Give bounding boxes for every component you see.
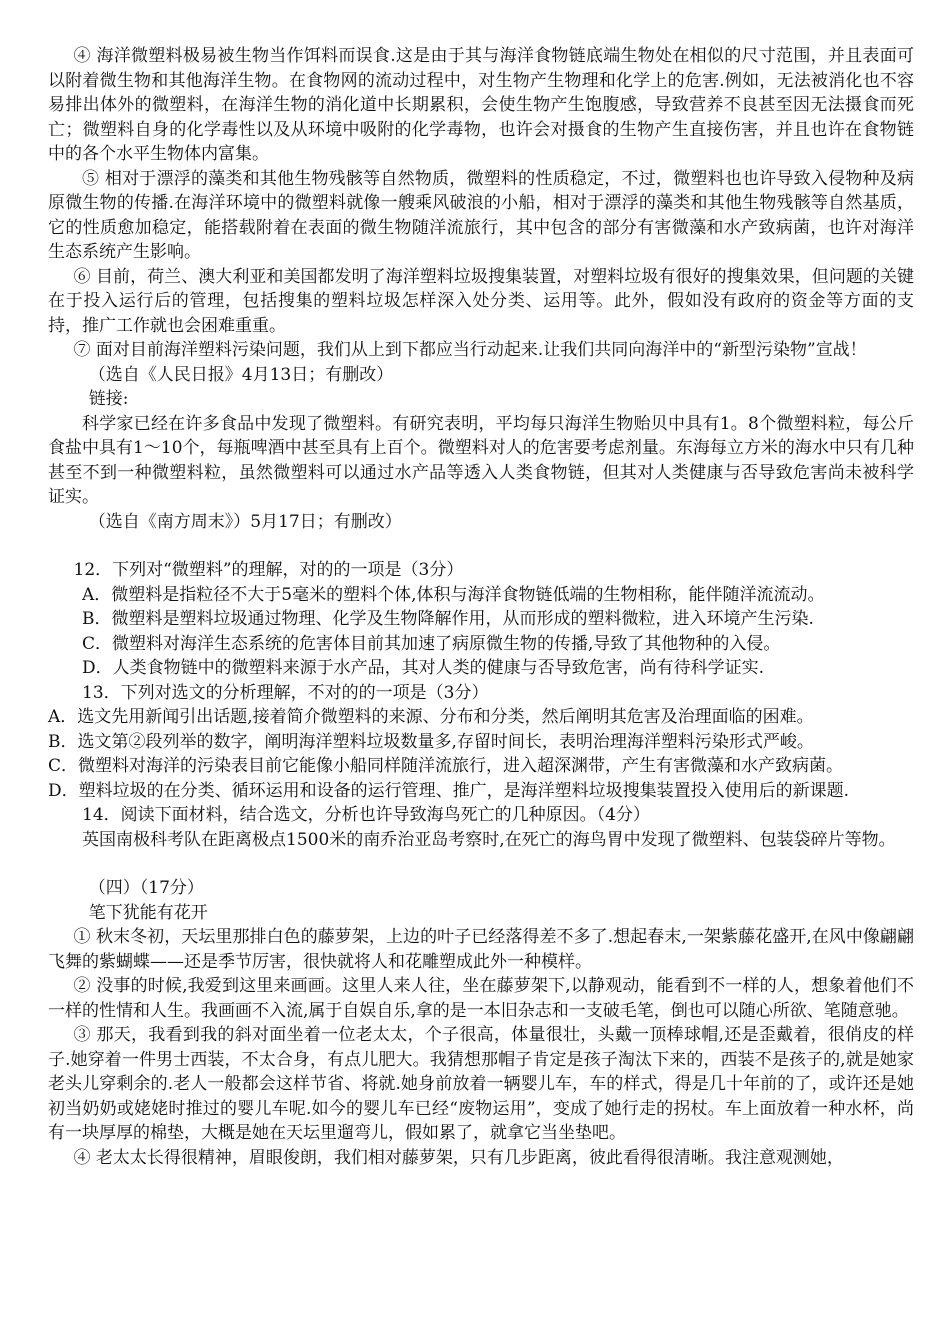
question-13-option-b: B．选文第②段列举的数字，阐明海洋塑料垃圾数量多,存留时间长，表明治理海洋塑料污染形式严峻。 [48, 731, 814, 752]
document-page [48, 44, 914, 1170]
paragraph-5: ⑤ 相对于漂浮的藻类和其他生物残骸等自然物质，微塑料的性质稳定，不过，微塑料也也许导致入侵物种及病原微生物的传播.在海洋环境中的微塑料就像一艘乘风破浪的小船，相对于漂浮的藻类和其他生物残骸等自然基质，它的性质愈加稳定，能搭载附着在表面的微生物随洋流旅行，其中包含的部分有害微藻和水产致病菌，也许对海洋生态系统产生影响。 [48, 168, 914, 262]
paragraph-4: ④ 海洋微塑料极易被生物当作饵料而误食.这是由于其与海洋食物链底端生物处在相似的尺寸范围，并且表面可以附着微生物和其他海洋生物。在食物网的流动过程中，对生物产生物理和化学上的危害.例如，无法被消化也不容易排出体外的微塑料，在海洋生物的消化道中长期累积，会使生物产生饱腹感，导致营养不良甚至因无法摄食而死亡；微塑料自身的化学毒性以及从环境中吸附的化学毒物，也许会对摄食的生物产生直接伤害，并且也许在食物链中的各个水平生物体内富集。 [48, 46, 914, 164]
question-13: 13．下列对选文的分析理解，不对的的一项是（3分） [82, 682, 489, 703]
story-paragraph-2: ② 没事的时候,我爱到这里来画画。这里人来人往，坐在藤萝架下,以静观动，能看到不一样的人，想象着他们不一样的性情和人生。我画画不入流,属于自娱自乐,拿的是一本旧杂志和一支破毛笔，倒也可以随心所欲、笔随意驰。 [48, 976, 914, 1021]
story-paragraph-3: ③ 那天，我看到我的斜对面坐着一位老太太，个子很高，体量很壮，头戴一顶棒球帽,还是歪戴着，很俏皮的样子.她穿着一件男士西装，不太合身，有点儿肥大。我猜想那帽子肯定是孩子淘汰下来的，西装不是孩子的,就是她家老头儿穿剩余的.老人一般都会这样节省、将就.她身前放着一辆婴儿车，车的样式，得是几十年前的了，或许还是她初当奶奶或姥姥时推过的婴儿车呢.如今的婴儿车已经“废物运用”，变成了她行走的拐杖。车上面放着一种水杯，尚有一块厚厚的棉垫，大概是她在天坛里遛弯儿，假如累了，就拿它当坐垫吧。 [48, 1025, 914, 1143]
section-heading: （四）（17分） [88, 878, 204, 898]
spacer [48, 852, 914, 876]
question-14: 14．阅读下面材料，结合选文，分析也许导致海鸟死亡的几种原因。（4分） [82, 805, 650, 825]
paragraph-6: ⑥ 目前，荷兰、澳大利亚和美国都发明了海洋塑料垃圾搜集装置，对塑料垃圾有很好的搜集效果，但问题的关键在于投入运行后的管理，包括搜集的塑料垃圾怎样深入处分类、运用等。此外，假如没有政府的资金等方面的支持，推广工作就也会困难重重。 [48, 266, 914, 336]
question-12: 12．下列对“微塑料”的理解，对的的一项是（3分） [73, 560, 464, 580]
link-label: 链接: [88, 389, 129, 409]
question-12-option-c: C．微塑料对海洋生态系统的危害体目前其加速了病原微生物的传播,导致了其他物种的入侵。 [82, 633, 781, 654]
question-12-option-d: D．人类食物链中的微塑料来源于水产品，其对人类的健康与否导致危害，尚有待科学证实. [82, 658, 765, 678]
story-title: 笔下犹能有花开 [88, 902, 208, 923]
source-citation-1: （选自《人民日报》4月13日；有删改） [88, 364, 394, 385]
link-paragraph: 科学家已经在许多食品中发现了微塑料。有研究表明，平均每只海洋生物贻贝中具有1。8个微塑料粒，每公斤食盐中具有1～10个，每瓶啤酒中甚至具有上百个。微塑料对人的危害要考虑剂量。东海每立方米的海水中只有几种甚至不到一种微塑料粒，虽然微塑料可以通过水产品等透入人类食物链，但其对人类健康与否导致危害尚未被科学证实。 [48, 413, 914, 507]
question-13-option-c: C．微塑料对海洋的污染表目前它能像小船同样随洋流旅行，进入超深渊带，产生有害微藻和水产致病菌。 [48, 756, 844, 776]
spacer [48, 534, 914, 558]
story-paragraph-1: ① 秋末冬初，天坛里那排白色的藤萝架，上边的叶子已经落得差不多了.想起春末,一架紫藤花盛开,在风中像翩翩飞舞的紫蝴蝶——还是季节厉害，很快就将人和花雕塑成此外一种模样。 [48, 927, 914, 972]
question-13-option-d: D．塑料垃圾的在分类、循环运用和设备的运行管理、推广，是海洋塑料垃圾搜集装置投入使用后的新课题. [48, 780, 850, 801]
question-14-material: 英国南极科考队在距离极点1500米的南乔治亚岛考察时,在死亡的海鸟胃中发现了微塑料、包装袋碎片等物。 [82, 829, 896, 850]
story-paragraph-4: ④ 老太太长得很精神，眉眼俊朗，我们相对藤萝架，只有几步距离，彼此看得很清晰。我注意观测她， [73, 1147, 844, 1168]
question-13-option-a: A．选文先用新闻引出话题,接着简介微塑料的来源、分布和分类，然后阐明其危害及治理面临的困难。 [48, 707, 814, 727]
source-citation-2: （选自《南方周末》）5月17日；有删改） [88, 511, 402, 532]
paragraph-7: ⑦ 面对目前海洋塑料污染问题，我们从上到下都应当行动起来.让我们共同向海洋中的“新型污染物”宣战！ [73, 340, 867, 360]
question-12-option-a: A．微塑料是指粒径不大于5毫米的塑料个体,体积与海洋食物链低端的生物相称，能伴随洋流流动。 [82, 584, 825, 605]
question-12-option-b: B．微塑料是塑料垃圾通过物理、化学及生物降解作用，从而形成的塑料微粒，进入环境产生污染. [82, 609, 814, 629]
